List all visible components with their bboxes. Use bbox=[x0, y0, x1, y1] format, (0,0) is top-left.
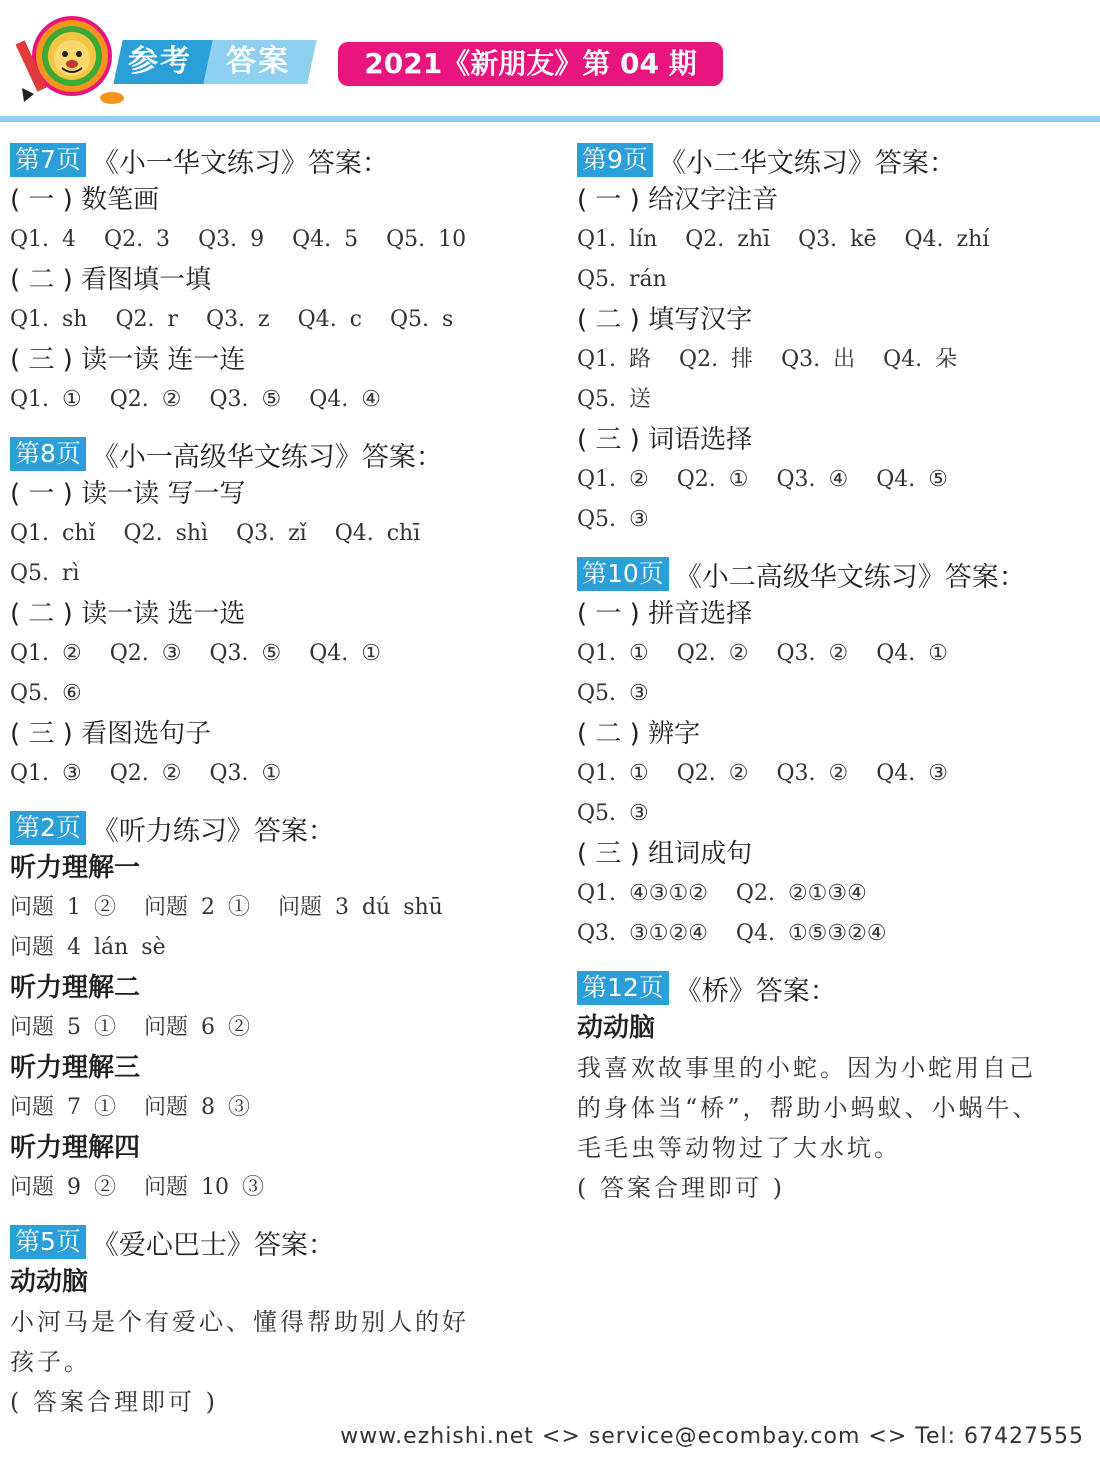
answer-row bbox=[577, 914, 1097, 954]
answer: 问题 6 ② bbox=[143, 1015, 250, 1040]
answer: Q4. ④ bbox=[309, 387, 381, 412]
answer: 问题 5 ① bbox=[10, 1015, 116, 1040]
section-header bbox=[10, 1222, 550, 1262]
section-header bbox=[577, 554, 1097, 594]
brain-teaser-heading: 动动脑 bbox=[577, 1013, 656, 1043]
answer: Q3. ④ bbox=[776, 467, 849, 492]
part-heading: ( 二 ) 辨字 bbox=[577, 719, 701, 749]
answer-note: ( 答案合理即可 ) bbox=[10, 1388, 218, 1416]
answer: Q1. ② bbox=[577, 467, 649, 492]
answer: Q5. ③ bbox=[577, 801, 649, 826]
answer: Q1. ① bbox=[10, 387, 82, 412]
answer-row bbox=[577, 460, 1097, 500]
answer: Q2. ② bbox=[676, 761, 749, 786]
answer-row bbox=[577, 220, 1097, 260]
answer: 问题 9 ② bbox=[10, 1175, 116, 1200]
section-page-9 bbox=[577, 140, 1097, 540]
answer: Q2. 3 bbox=[104, 227, 171, 252]
answer: Q2. ②①③④ bbox=[735, 881, 867, 906]
answer: Q3. 出 bbox=[781, 347, 856, 372]
answer: Q5. ⑥ bbox=[10, 681, 82, 706]
header-divider bbox=[0, 116, 1100, 122]
answer: Q2. ③ bbox=[109, 641, 182, 666]
answer: Q4. ① bbox=[876, 641, 948, 666]
listening-part-heading: 听力理解四 bbox=[10, 1133, 141, 1163]
tag-label-reference: 参考 bbox=[128, 44, 192, 79]
answer-row bbox=[577, 794, 1097, 834]
answer: 问题 1 ② bbox=[10, 895, 116, 920]
part-heading: ( 一 ) 数笔画 bbox=[10, 185, 160, 215]
section-page-8 bbox=[10, 434, 550, 794]
answer: Q4. 5 bbox=[292, 227, 359, 252]
page-badge: 第8页 bbox=[10, 437, 86, 471]
part-heading: ( 三 ) 词语选择 bbox=[577, 425, 753, 455]
answer-row bbox=[10, 674, 550, 714]
section-title: 《小一高级华文练习》答案： bbox=[91, 441, 443, 473]
answer: Q2. 排 bbox=[679, 347, 754, 372]
answer-row bbox=[10, 380, 550, 420]
answer: Q2. ① bbox=[676, 467, 749, 492]
answer: Q1. lín bbox=[577, 227, 658, 252]
answer: Q4. ①⑤③②④ bbox=[735, 921, 887, 946]
answer-row bbox=[577, 634, 1097, 674]
answer-row bbox=[10, 554, 550, 594]
answer: Q4. ⑤ bbox=[876, 467, 948, 492]
page-badge: 第2页 bbox=[10, 811, 86, 845]
part-heading: ( 三 ) 看图选句子 bbox=[10, 719, 212, 749]
answer: Q4. c bbox=[297, 307, 362, 332]
section-title: 《桥》答案： bbox=[674, 975, 837, 1007]
section-page-12 bbox=[577, 968, 1097, 1208]
answer-row bbox=[577, 674, 1097, 714]
answer-row bbox=[10, 514, 550, 554]
page-header bbox=[0, 0, 1100, 120]
part-heading: ( 二 ) 看图填一填 bbox=[10, 265, 212, 295]
part-heading: ( 二 ) 填写汉字 bbox=[577, 305, 753, 335]
answer-row bbox=[577, 340, 1097, 380]
answer-row bbox=[10, 1168, 550, 1208]
answer: Q4. chī bbox=[334, 521, 421, 546]
section-header bbox=[10, 434, 550, 474]
answer: Q5. rì bbox=[10, 561, 80, 586]
answer: Q4. 朵 bbox=[883, 347, 958, 372]
part-heading: ( 一 ) 拼音选择 bbox=[577, 599, 753, 629]
answer-paragraph-line: 孩子。 bbox=[10, 1348, 91, 1376]
answer: Q1. 路 bbox=[577, 347, 652, 372]
answer: Q1. ① bbox=[577, 641, 649, 666]
section-header bbox=[577, 968, 1097, 1008]
answer-row bbox=[577, 754, 1097, 794]
page-badge: 第12页 bbox=[577, 971, 669, 1005]
answer: 问题 8 ③ bbox=[143, 1095, 250, 1120]
answer: Q2. shì bbox=[123, 521, 209, 546]
page-badge: 第5页 bbox=[10, 1225, 86, 1259]
page-badge: 第9页 bbox=[577, 143, 653, 177]
answer-row bbox=[10, 754, 550, 794]
section-title: 《小一华文练习》答案： bbox=[91, 147, 389, 179]
answer-paragraph-line: 毛毛虫等动物过了大水坑。 bbox=[577, 1134, 901, 1162]
answer: Q5. 送 bbox=[577, 387, 652, 412]
answer-paragraph-line: 我喜欢故事里的小蛇。因为小蛇用自己 bbox=[577, 1054, 1036, 1082]
part-heading: ( 二 ) 读一读 选一选 bbox=[10, 599, 246, 629]
answer-row bbox=[10, 634, 550, 674]
answer-row bbox=[10, 300, 550, 340]
answer-note: ( 答案合理即可 ) bbox=[577, 1174, 785, 1202]
answer: Q3. ⑤ bbox=[209, 387, 282, 412]
answer: Q4. ③ bbox=[876, 761, 948, 786]
answer-row bbox=[577, 874, 1097, 914]
answer: Q2. ② bbox=[109, 761, 182, 786]
answer: Q3. ③①②④ bbox=[577, 921, 708, 946]
section-page-5 bbox=[10, 1222, 550, 1422]
answer-row bbox=[10, 1008, 550, 1048]
answer: Q5. 10 bbox=[386, 227, 467, 252]
answer: Q5. ③ bbox=[577, 507, 649, 532]
part-heading: ( 三 ) 组词成句 bbox=[577, 839, 753, 869]
answer: Q3. kē bbox=[798, 227, 877, 252]
left-column bbox=[10, 140, 550, 1436]
answer-row bbox=[10, 928, 550, 968]
answer: Q1. ③ bbox=[10, 761, 82, 786]
answer: Q1. ① bbox=[577, 761, 649, 786]
answer: 问题 10 ③ bbox=[143, 1175, 264, 1200]
right-column bbox=[577, 140, 1097, 1222]
answer: Q1. sh bbox=[10, 307, 88, 332]
footer-contact: www.ezhishi.net <> service@ecombay.com <> Tel: 67427555 bbox=[340, 1424, 1084, 1449]
answer: Q5. rán bbox=[577, 267, 667, 292]
answer: 问题 4 lán sè bbox=[10, 935, 166, 960]
answer: 问题 3 dú shū bbox=[277, 895, 443, 920]
answer-row bbox=[577, 260, 1097, 300]
answer: Q3. zǐ bbox=[236, 521, 307, 546]
tag-label-answers: 答案 bbox=[226, 44, 290, 79]
answer: Q3. ① bbox=[209, 761, 282, 786]
answer: 问题 2 ① bbox=[143, 895, 250, 920]
answer: Q3. ⑤ bbox=[209, 641, 282, 666]
listening-part-heading: 听力理解一 bbox=[10, 853, 141, 883]
section-header bbox=[577, 140, 1097, 180]
answer: Q3. ② bbox=[776, 761, 849, 786]
answer: Q1. 4 bbox=[10, 227, 77, 252]
answer: Q2. r bbox=[115, 307, 179, 332]
section-title: 《小二高级华文练习》答案： bbox=[674, 561, 1026, 593]
answer: 问题 7 ① bbox=[10, 1095, 116, 1120]
section-header bbox=[10, 808, 550, 848]
section-title: 《爱心巴士》答案： bbox=[91, 1229, 335, 1261]
answer: Q2. zhī bbox=[685, 227, 771, 252]
section-title: 《听力练习》答案： bbox=[91, 815, 335, 847]
part-heading: ( 一 ) 给汉字注音 bbox=[577, 185, 779, 215]
answer: Q4. ① bbox=[309, 641, 381, 666]
section-title: 《小二华文练习》答案： bbox=[658, 147, 956, 179]
answer-row bbox=[10, 220, 550, 260]
answer: Q3. 9 bbox=[198, 227, 265, 252]
answer: Q1. ④③①② bbox=[577, 881, 708, 906]
part-heading: ( 一 ) 读一读 写一写 bbox=[10, 479, 246, 509]
section-page-2 bbox=[10, 808, 550, 1208]
answer: Q1. ② bbox=[10, 641, 82, 666]
answer: Q5. ③ bbox=[577, 681, 649, 706]
answer: Q1. chǐ bbox=[10, 521, 96, 546]
answer-row bbox=[10, 1088, 550, 1128]
issue-title: 2021《新朋友》第 04 期 bbox=[338, 42, 723, 86]
answer-row bbox=[577, 380, 1097, 420]
answer-paragraph-line: 小河马是个有爱心、懂得帮助别人的好 bbox=[10, 1308, 469, 1336]
section-page-7 bbox=[10, 140, 550, 420]
answer-row bbox=[10, 888, 550, 928]
page-badge: 第10页 bbox=[577, 557, 669, 591]
answer: Q3. z bbox=[206, 307, 270, 332]
answer-paragraph-line: 的身体当“桥”，帮助小蚂蚁、小蜗牛、 bbox=[577, 1094, 1040, 1122]
listening-part-heading: 听力理解三 bbox=[10, 1053, 141, 1083]
answer: Q4. zhí bbox=[904, 227, 990, 252]
page-badge: 第7页 bbox=[10, 143, 86, 177]
section-header bbox=[10, 140, 550, 180]
part-heading: ( 三 ) 读一读 连一连 bbox=[10, 345, 246, 375]
answer: Q2. ② bbox=[109, 387, 182, 412]
lion-mascot-icon bbox=[12, 10, 130, 106]
section-page-10 bbox=[577, 554, 1097, 954]
answer: Q3. ② bbox=[776, 641, 849, 666]
listening-part-heading: 听力理解二 bbox=[10, 973, 141, 1003]
answer: Q2. ② bbox=[676, 641, 749, 666]
answer: Q5. s bbox=[390, 307, 454, 332]
brain-teaser-heading: 动动脑 bbox=[10, 1267, 89, 1297]
answer-row bbox=[577, 500, 1097, 540]
